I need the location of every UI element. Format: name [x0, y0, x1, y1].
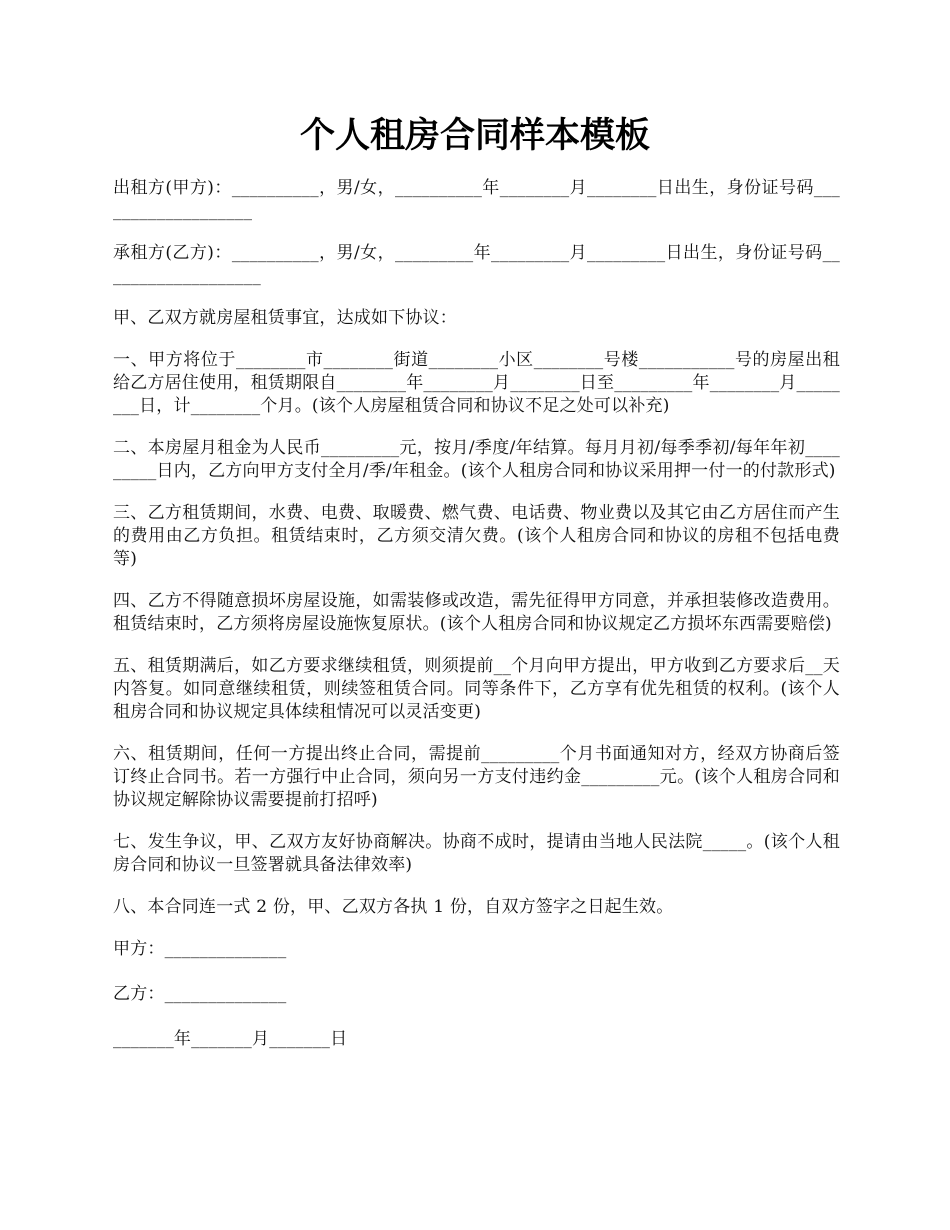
signature-party-a: 甲方：______________: [113, 939, 287, 959]
clause-5-renewal: 五、租赁期满后，如乙方要求继续租赁，则须提前__个月向甲方提出，甲方收到乙方要求后__天内答复。如同意继续租赁，则续签租赁合同。同等条件下，乙方享有优先租赁的权利。(该个人租房合同和协议规定具体续租情况可以灵活变更): [113, 656, 840, 722]
signature-date: _______年_______月_______日: [113, 1029, 348, 1049]
clause-8-copies: 八、本合同连一式 2 份，甲、乙双方各执 1 份，自双方签字之日起生效。: [113, 897, 674, 917]
clause-lessor-info: 出租方(甲方)：__________，男/女，__________年________月________日出生，身份证号码___________________: [113, 178, 840, 221]
clause-6-termination: 六、租赁期间，任何一方提出终止合同，需提前_________个月书面通知对方，经双方协商后签订终止合同书。若一方强行中止合同，须向另一方支付违约金_________元。(该个人租房合同和协议规定解除协议需要提前打招呼): [113, 744, 840, 810]
document-body: [113, 177, 840, 1073]
clause-4-facilities: 四、乙方不得随意损坏房屋设施，如需装修或改造，需先征得甲方同意，并承担装修改造费用。租赁结束时，乙方须将房屋设施恢复原状。(该个人租房合同和协议规定乙方损坏东西需要赔偿): [113, 591, 840, 634]
document-title: 个人租房合同样本模板: [299, 115, 650, 156]
signature-party-b: 乙方：______________: [113, 984, 287, 1004]
clause-7-disputes: 七、发生争议，甲、乙双方友好协商解决。协商不成时，提请由当地人民法院_____。(该个人租房合同和协议一旦签署就具备法律效率): [113, 832, 840, 875]
clause-2-rent: 二、本房屋月租金为人民币_________元，按月/季度/年结算。每月月初/每季季初/每年年初_________日内，乙方向甲方支付全月/季/年租金。(该个人租房合同和协议采用押一付一的付款形式): [113, 438, 840, 481]
clause-3-utilities: 三、乙方租赁期间，水费、电费、取暖费、燃气费、电话费、物业费以及其它由乙方居住而产生的费用由乙方负担。租赁结束时，乙方须交清欠费。(该个人租房合同和协议的房租不包括电费等): [113, 503, 840, 569]
clause-1-premises-term: 一、甲方将位于________市________街道________小区________号楼___________号的房屋出租给乙方居住使用，租赁期限自________年________月________日至_________年________月________日，计________个月。(该个人房屋租赁合同和协议不足之处可以补充): [113, 350, 840, 416]
clause-lessee-info: 承租方(乙方)：__________，男/女，_________年_________月_________日出生，身份证号码___________________: [113, 243, 840, 286]
clause-agreement-intro: 甲、乙双方就房屋租赁事宜，达成如下协议：: [113, 308, 457, 328]
